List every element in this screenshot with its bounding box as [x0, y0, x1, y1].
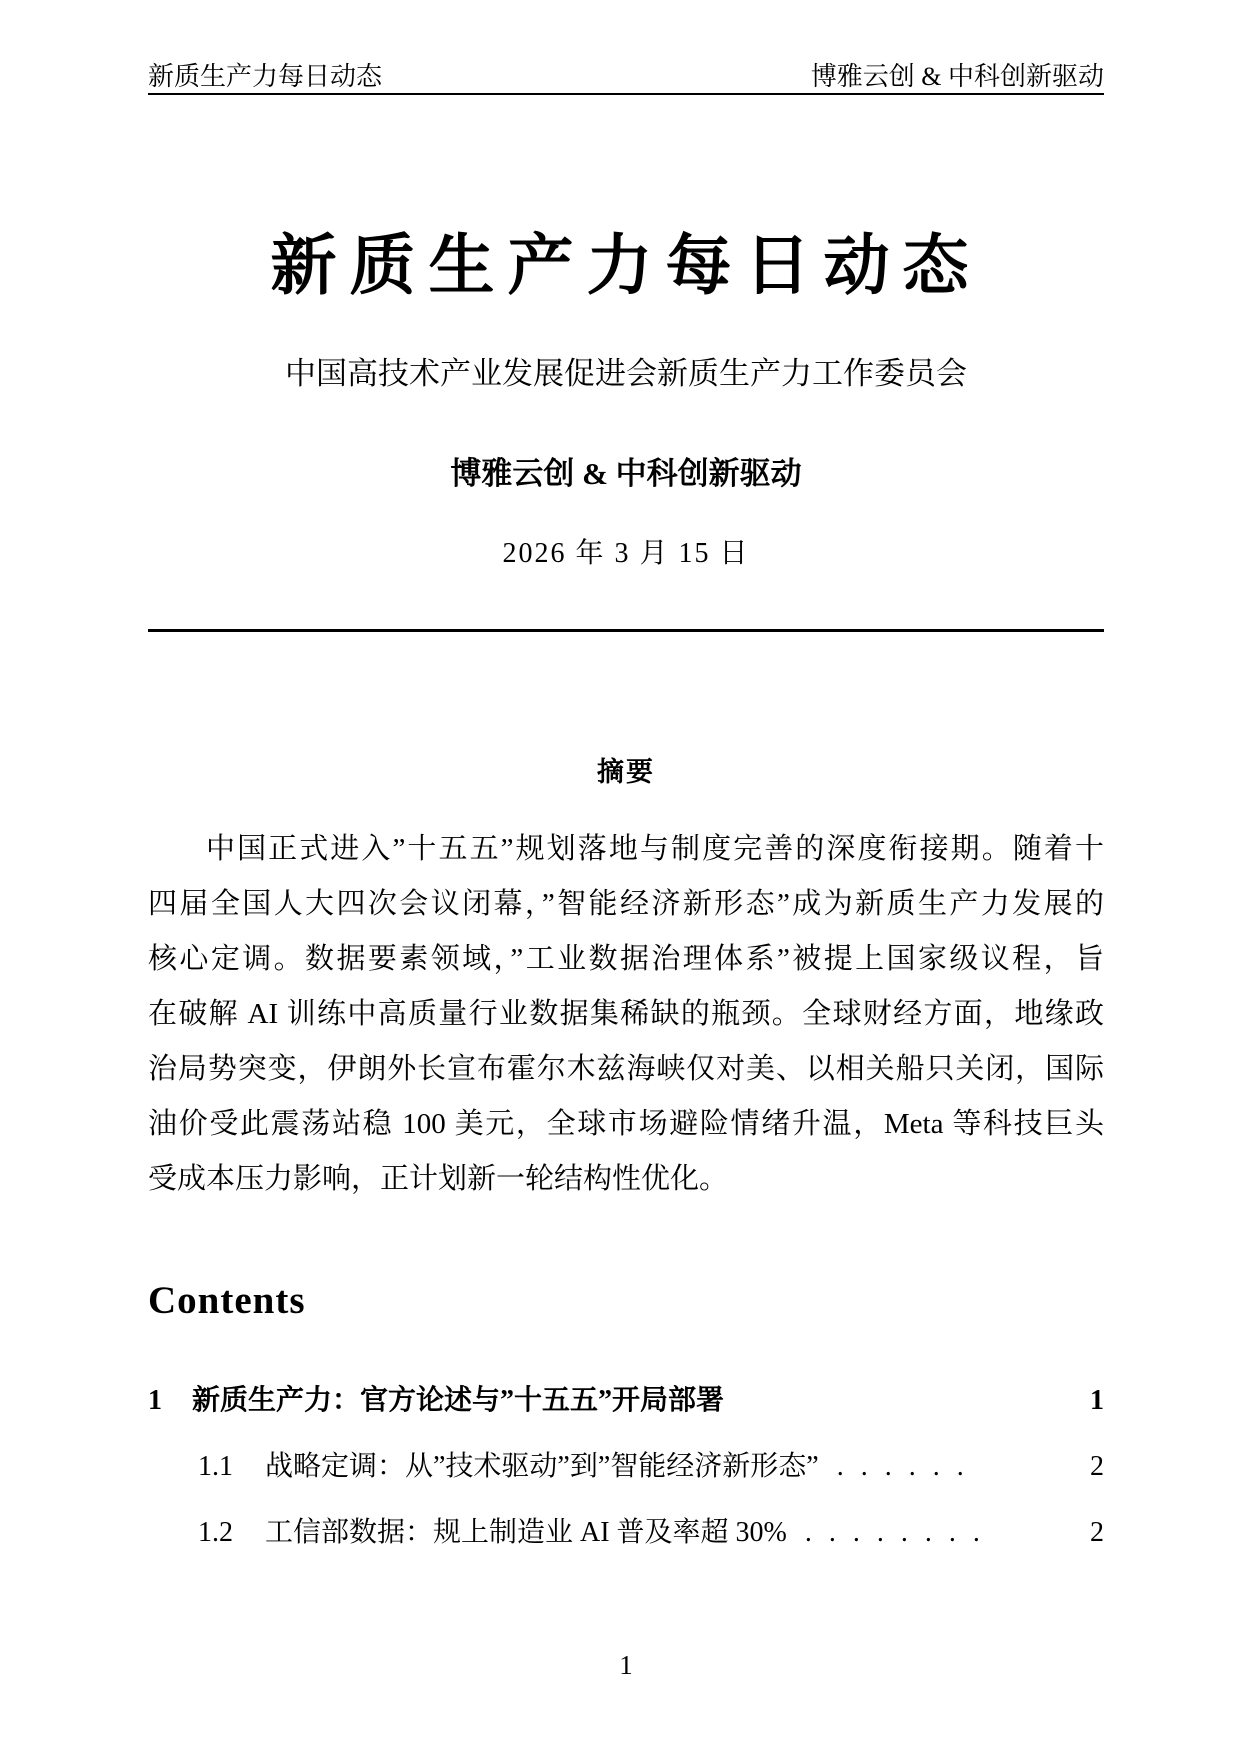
toc-entry-section-1[interactable] [148, 1378, 1104, 1444]
header-right-brand: 博雅云创 & 中科创新驱动 [810, 62, 1104, 91]
toc-entry-number: 1.2 [198, 1517, 233, 1548]
abstract-line: 中国正式进入”十五五”规划落地与制度完善的深度衔接期。随着十 [206, 833, 1104, 865]
toc-entry-section-1-2[interactable] [198, 1510, 1104, 1576]
footer-page-number: 1 [619, 1650, 633, 1680]
header-left-title: 新质生产力每日动态 [148, 62, 383, 91]
table-of-contents [148, 1378, 1104, 1576]
contents-heading: Contents [148, 1279, 306, 1322]
abstract-line: 治局势突变，伊朗外长宣布霍尔木兹海峡仅对美、以相关船只关闭，国际 [148, 1053, 1104, 1085]
abstract-line: 受成本压力影响，正计划新一轮结构性优化。 [148, 1163, 729, 1195]
abstract-paragraph [148, 822, 1104, 1207]
running-header [148, 56, 1104, 93]
toc-entry-page-number: 2 [1090, 1451, 1104, 1482]
subtitle-organization: 中国高技术产业发展促进会新质生产力工作委员会 [285, 356, 967, 391]
toc-entry-section-1-1[interactable] [198, 1444, 1104, 1510]
toc-entry-label: 工信部数据：规上制造业 AI 普及率超 30% [265, 1517, 787, 1548]
toc-entry-page-number: 1 [1090, 1385, 1104, 1416]
toc-entry-leader-dots: . . . . . . [836, 1451, 969, 1482]
document-date: 2026 年 3 月 15 日 [502, 538, 750, 569]
abstract-line: 核心定调。数据要素领域，”工业数据治理体系”被提上国家级议程，旨 [148, 943, 1104, 975]
subtitle-brand: 博雅云创 & 中科创新驱动 [450, 456, 802, 491]
toc-entry-number: 1.1 [198, 1451, 233, 1482]
abstract-heading: 摘要 [597, 757, 655, 787]
title-separator-rule [148, 629, 1104, 632]
header-rule [148, 93, 1104, 95]
toc-entry-leader-dots: . . . . . . . . [804, 1517, 985, 1548]
abstract-line: 四届全国人大四次会议闭幕，”智能经济新形态”成为新质生产力发展的 [148, 888, 1104, 920]
abstract-line: 在破解 AI 训练中高质量行业数据集稀缺的瓶颈。全球财经方面，地缘政 [148, 998, 1104, 1030]
toc-entry-number: 1 [148, 1385, 162, 1416]
page-title: 新质生产力每日动态 [270, 230, 982, 303]
abstract-line: 油价受此震荡站稳 100 美元，全球市场避险情绪升温，Meta 等科技巨头 [148, 1108, 1104, 1140]
toc-entry-label: 战略定调：从”技术驱动”到”智能经济新形态” [265, 1451, 819, 1482]
toc-entry-page-number: 2 [1090, 1517, 1104, 1548]
toc-entry-label: 新质生产力：官方论述与”十五五”开局部署 [192, 1385, 725, 1416]
